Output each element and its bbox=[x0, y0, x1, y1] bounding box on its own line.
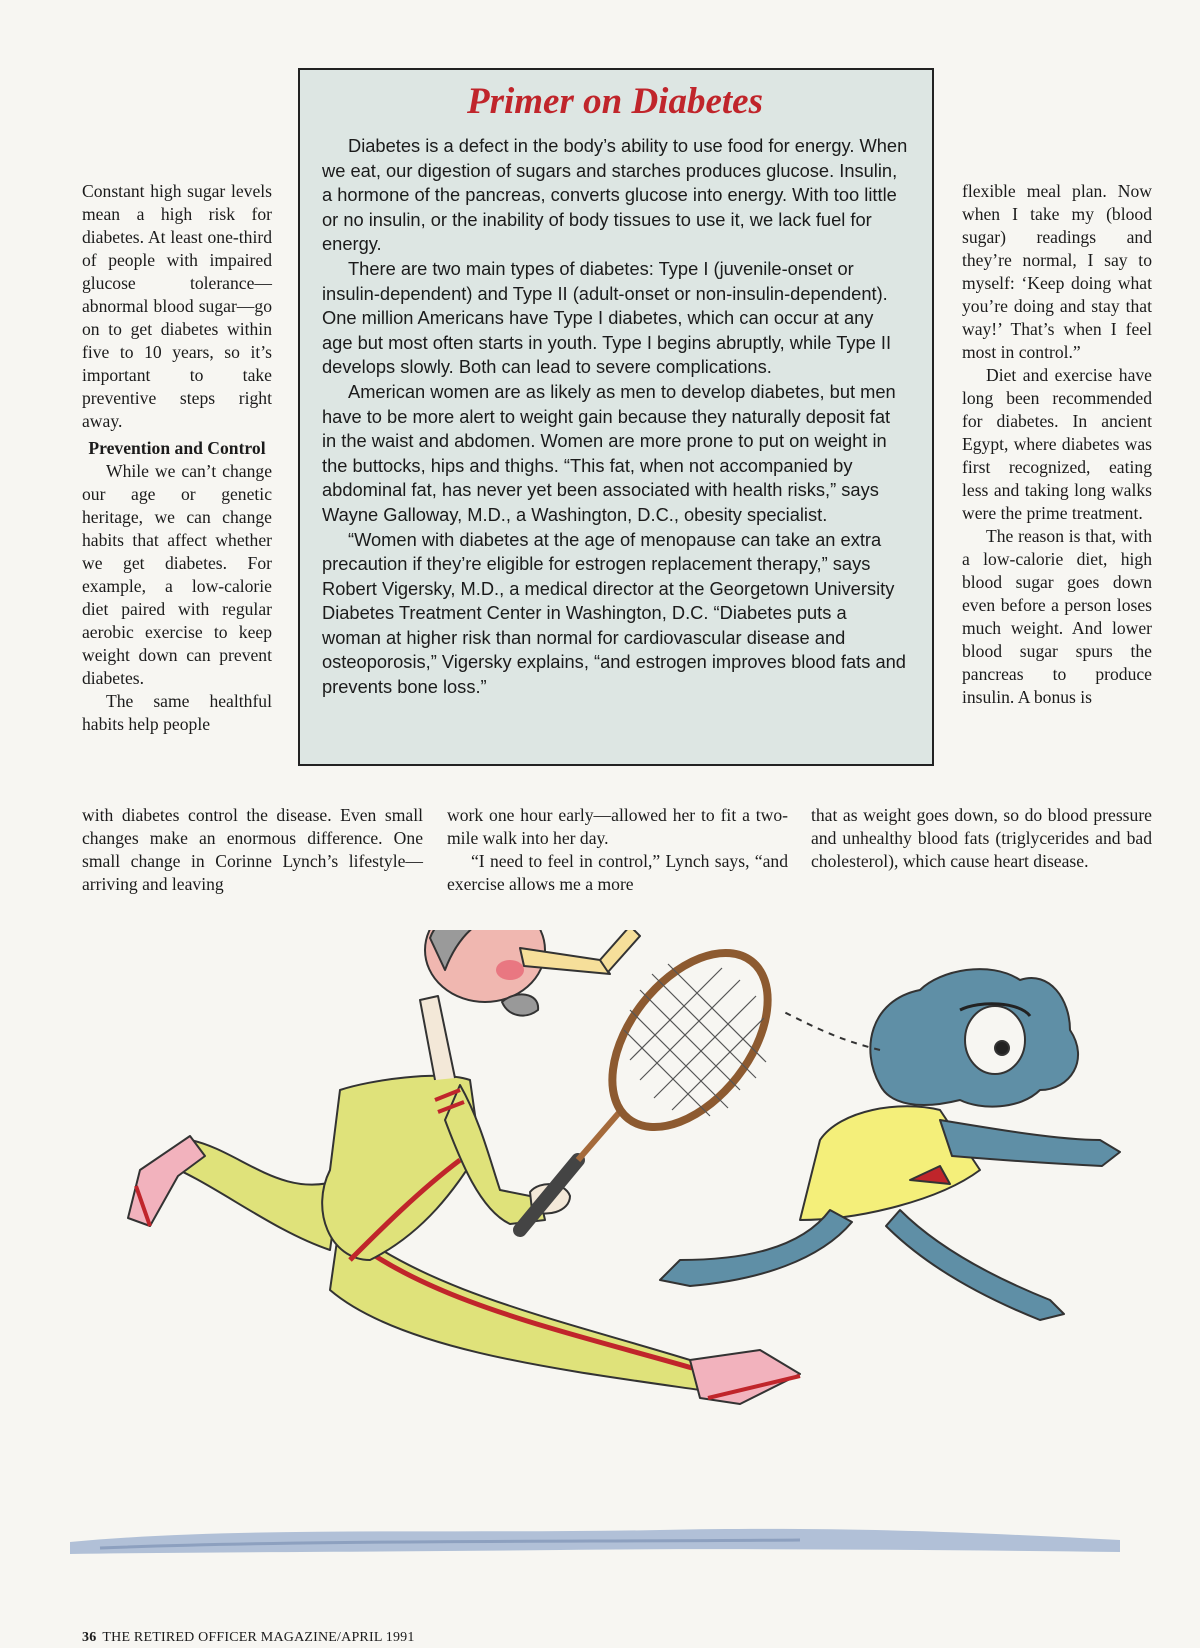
sidebar-paragraph: There are two main types of diabetes: Type I (juvenile-onset or insulin-dependent) and Type II (adult-onset or non-insulin-dependent). One million Americans have Type I diabetes, which can occur at any age but most often starts in youth. Type I begins abruptly, while Type II develops slowly. Both can lead to severe complications. bbox=[322, 257, 892, 378]
running-man-figure bbox=[128, 930, 800, 1404]
article-paragraph: Diet and exercise have long been recommended for diabetes. In ancient Egypt, where diabetes was first recognized, eating less and taking long walks were the prime treatment. bbox=[962, 365, 1152, 523]
right-column bbox=[962, 180, 1152, 709]
article-paragraph: flexible meal plan. Now when I take my (blood sugar) readings and they’re normal, I say to myself: ‘Keep doing what you’re doing and stay that way!’ That’s when I feel most in control.” bbox=[962, 181, 1152, 362]
article-paragraph: work one hour early—allowed her to fit a two-mile walk into her day. bbox=[447, 805, 788, 848]
article-paragraph: Constant high sugar levels mean a high risk for diabetes. At least one-third of people with impaired glucose tolerance—abnormal blood sugar—go on to get diabetes within five to 10 years, so it’s important to take preventive steps right away. bbox=[82, 181, 272, 431]
right-continuation bbox=[811, 804, 1152, 873]
primer-sidebar-box bbox=[298, 68, 934, 766]
sidebar-paragraph: “Women with diabetes at the age of menopause can take an extra precaution if they’re eligible for estrogen replacement therapy,” says Robert Vigersky, M.D., a medical director at the Georgetown University Diabetes Treatment Center in Washington, D.C. “Diabetes puts a woman at higher risk than normal for cardiovascular disease and osteoporosis,” Vigersky explains, “and estrogen improves blood fats and prevents bone loss.” bbox=[322, 528, 906, 698]
middle-continuation bbox=[447, 804, 788, 896]
article-paragraph: The reason is that, with a low-calorie diet, high blood sugar goes down even before a person loses much weight. And lower blood sugar spurs the pancreas to produce insulin. A bonus is bbox=[962, 526, 1152, 707]
article-paragraph: “I need to feel in control,” Lynch says, “and exercise allows me a more bbox=[447, 851, 788, 894]
article-paragraph: While we can’t change our age or genetic heritage, we can change habits that affect whether we get diabetes. For example, a low-calorie diet paired with regular aerobic exercise to keep weight down can prevent diabetes. bbox=[82, 461, 272, 688]
tennis-chase-illustration bbox=[40, 930, 1160, 1610]
sidebar-paragraph: Diabetes is a defect in the body’s ability to use food for energy. When we eat, our digestion of sugars and starches produces glucose. Insulin, a hormone of the pancreas, converts glucose into energy. With too little or no insulin, or the inability of body tissues to use it, we lack fuel for energy. bbox=[322, 135, 908, 255]
page-number: 36 bbox=[82, 1630, 97, 1645]
section-subhead: Prevention and Control bbox=[88, 438, 266, 458]
sidebar-title: Primer on Diabetes bbox=[467, 81, 763, 122]
left-continuation bbox=[82, 804, 423, 896]
article-paragraph: with diabetes control the disease. Even small changes make an enormous difference. One small change in Corinne Lynch’s lifestyle—arriving and leaving bbox=[82, 805, 423, 894]
sidebar-paragraph: American women are as likely as men to develop diabetes, but men have to be more alert to weight gain because they naturally deposit fat in the waist and abdomen. Women are more prone to put on weight in the buttocks, hips and thighs. “This fat, when not accompanied by abdominal fat, has never yet been associated with health risks,” says Wayne Galloway, M.D., a Washington, D.C., obesity specialist. bbox=[322, 380, 896, 525]
sidebar-body bbox=[322, 134, 908, 700]
left-column bbox=[82, 180, 272, 736]
article-paragraph: that as weight goes down, so do blood pressure and unhealthy blood fats (triglycerides and bad cholesterol), which cause heart disease. bbox=[811, 805, 1152, 871]
tennis-racket-icon bbox=[520, 930, 799, 1230]
article-paragraph: The same healthful habits help people bbox=[82, 691, 272, 734]
page-footer bbox=[82, 1630, 415, 1646]
publication-line: THE RETIRED OFFICER MAGAZINE/APRIL 1991 bbox=[102, 1630, 415, 1645]
